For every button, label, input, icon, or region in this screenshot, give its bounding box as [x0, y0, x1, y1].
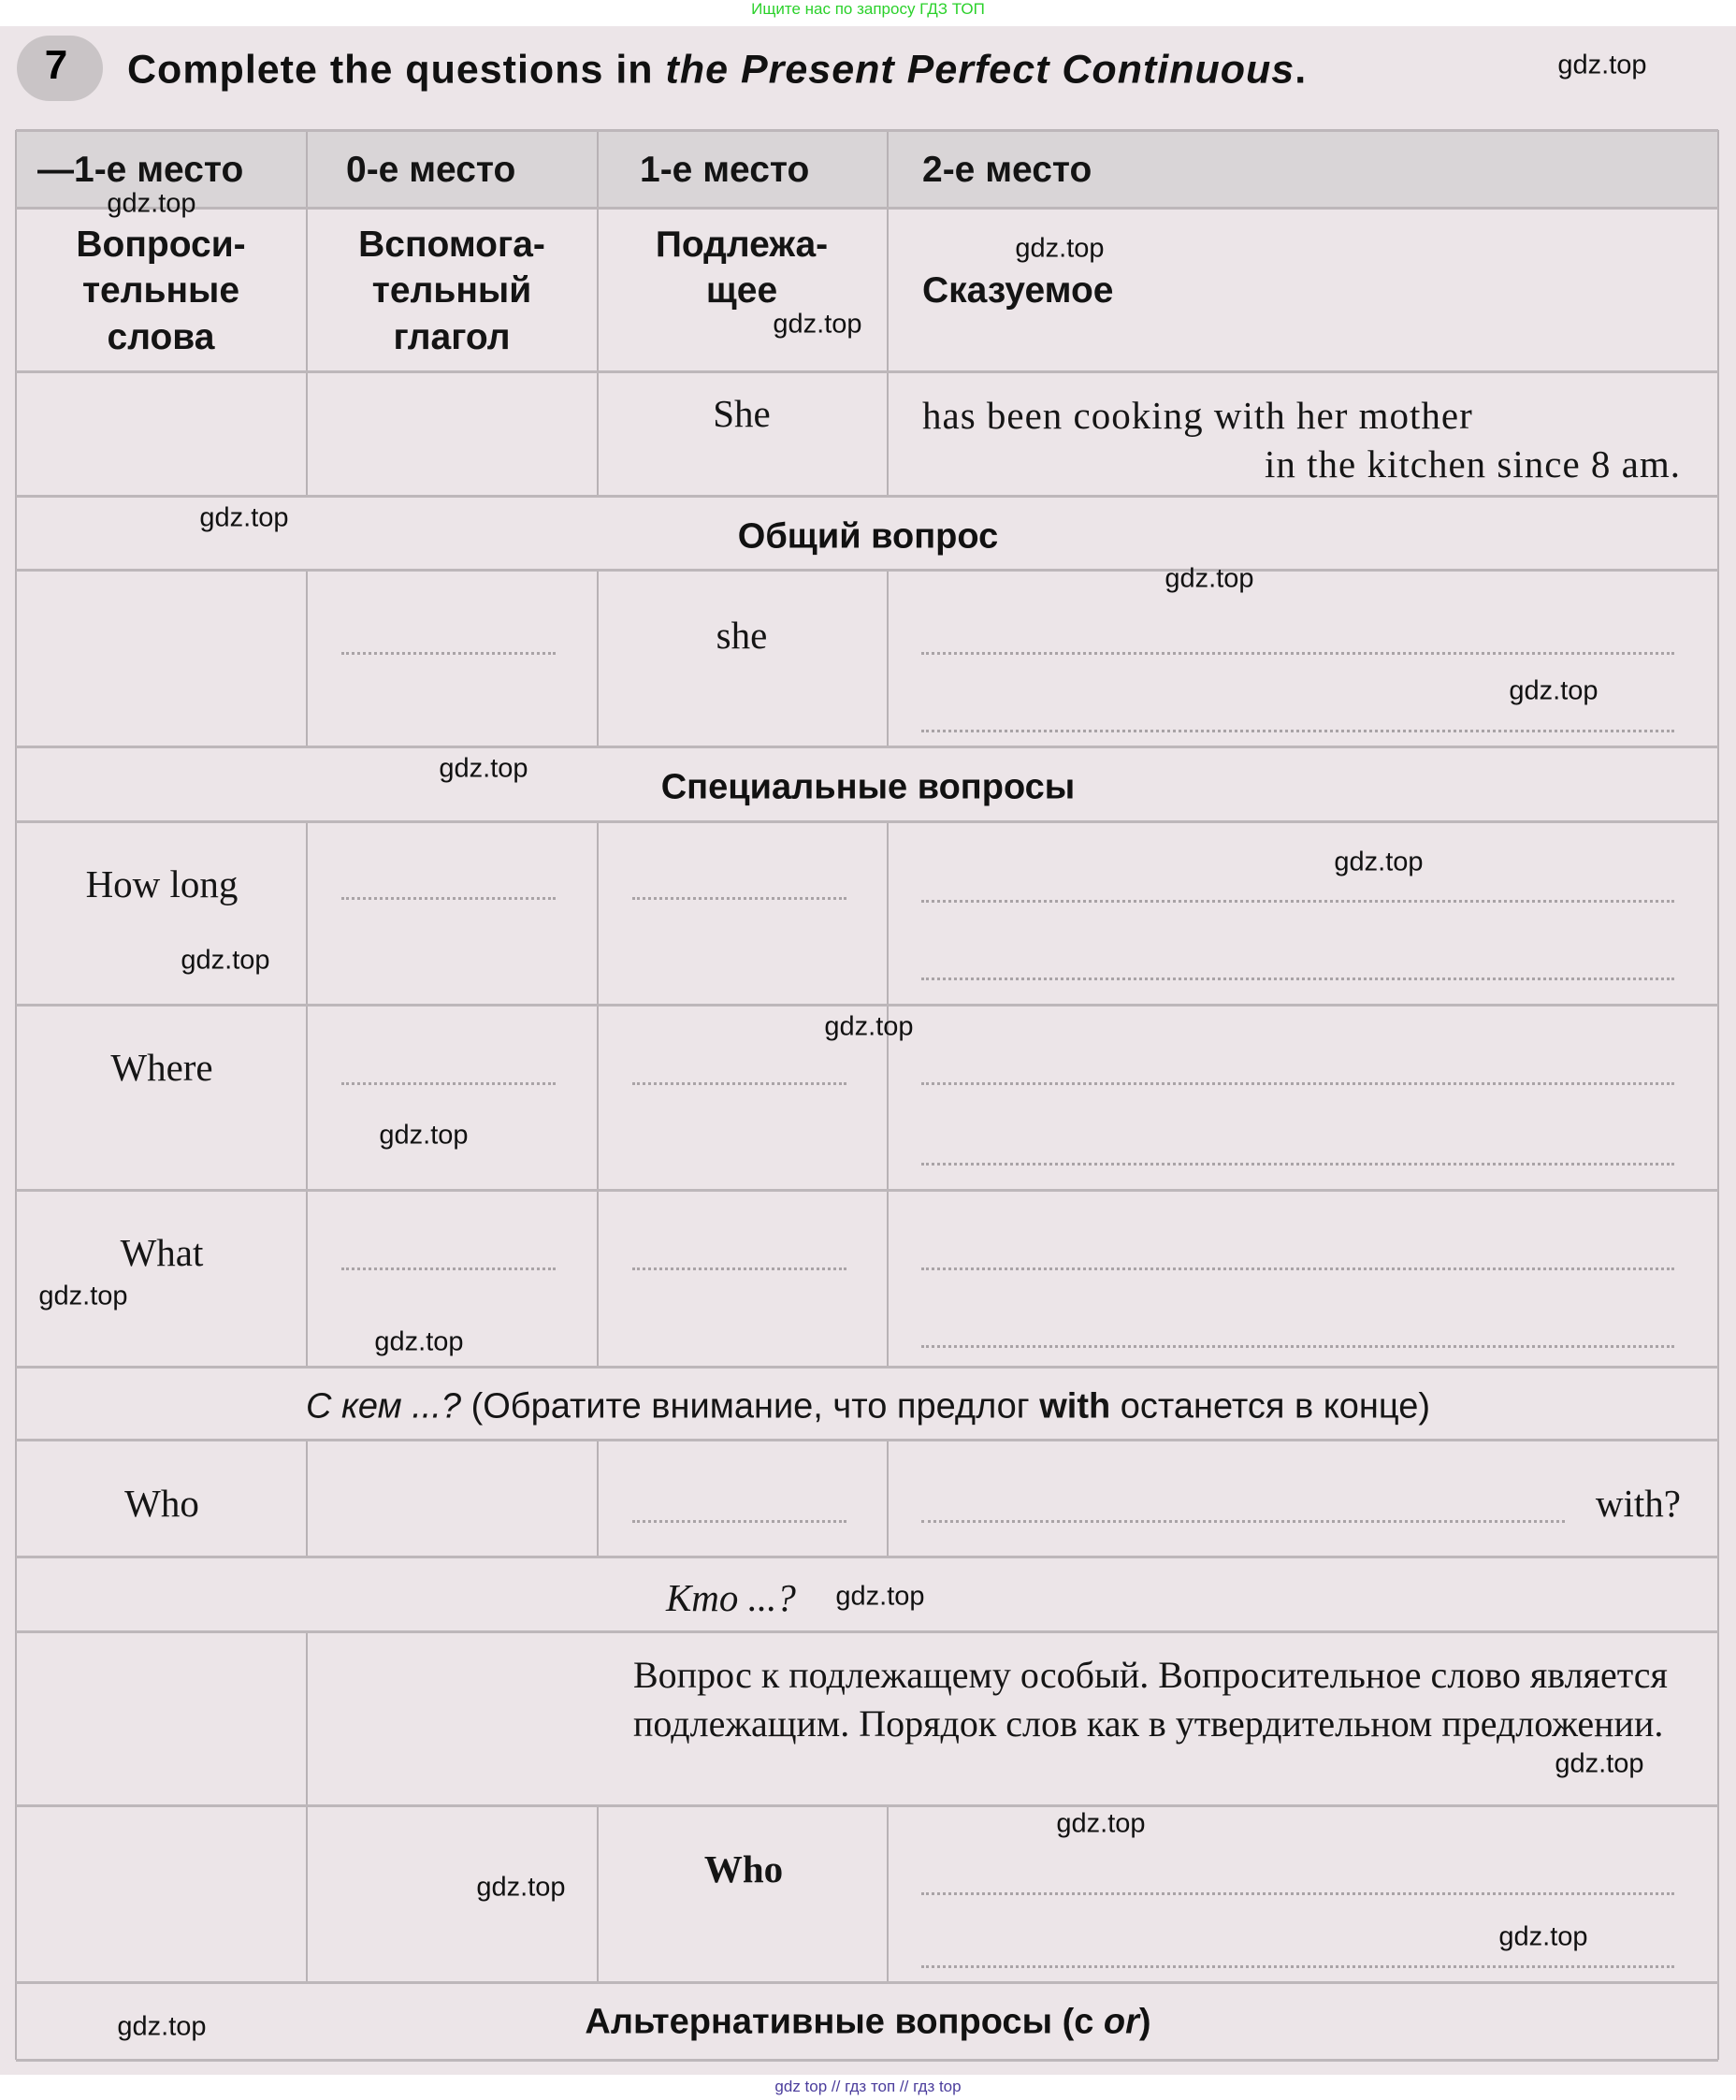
question-ending-with: with?	[1595, 1482, 1681, 1525]
subheader-subject: щее	[705, 270, 778, 311]
watermark: gdz.top	[476, 1872, 566, 1903]
general-question-title: Общий вопрос	[737, 516, 999, 557]
workbook-page	[0, 26, 1736, 2075]
header-two: 2-е место	[922, 150, 1092, 190]
watermark: gdz.top	[1334, 847, 1424, 877]
alt-title-end: )	[1138, 2002, 1151, 2042]
watermark: gdz.top	[199, 502, 289, 533]
blank-line[interactable]	[341, 1267, 556, 1270]
watermark: gdz.top	[379, 1120, 469, 1151]
question-word-what: What	[120, 1231, 204, 1274]
watermark: gdz.top	[1165, 563, 1254, 594]
alternative-questions-title	[585, 2003, 1150, 2043]
general-question-subject: she	[716, 614, 768, 657]
subheader-auxiliary: Вспомога-	[358, 224, 545, 265]
subheader-question-words: Вопроси-	[76, 224, 246, 265]
subheader-predicate: Сказуемое	[922, 270, 1114, 311]
header-minus-one: —1-е место	[37, 150, 244, 190]
watermark: gdz.top	[117, 2011, 207, 2042]
blank-line[interactable]	[921, 978, 1674, 980]
blank-line[interactable]	[921, 1345, 1674, 1348]
blank-line[interactable]	[921, 1163, 1674, 1166]
search-hint: Ищите нас по запросу ГДЗ ТОП	[751, 0, 985, 18]
blank-line[interactable]	[632, 1082, 846, 1085]
watermark: gdz.top	[1015, 233, 1105, 264]
with-title-text: (Обратите внимание, что предлог	[461, 1386, 1040, 1427]
exercise-number: 7	[44, 42, 68, 88]
with-title-italic: С кем ...?	[305, 1386, 462, 1427]
watermark: gdz.top	[1555, 1748, 1644, 1779]
with-title-bold: with	[1039, 1386, 1111, 1427]
blank-line[interactable]	[921, 1267, 1674, 1270]
header-zero: 0-е место	[346, 150, 516, 190]
blank-line[interactable]	[341, 897, 556, 900]
question-word-who: Who	[124, 1482, 199, 1525]
with-title-text-end: останется в конце)	[1110, 1386, 1431, 1427]
blank-line[interactable]	[341, 1082, 556, 1085]
question-word-how-long: How long	[85, 862, 239, 905]
watermark: gdz.top	[107, 188, 196, 219]
watermark: gdz.top	[1557, 50, 1647, 80]
example-predicate-line2: in the kitchen since 8 am.	[1265, 442, 1681, 485]
subheader-question-words: тельные	[81, 270, 240, 311]
exercise-title	[127, 48, 1307, 94]
title-text: Complete the questions in	[127, 47, 666, 93]
watermark: gdz.top	[181, 945, 270, 976]
blank-line[interactable]	[632, 897, 846, 900]
alt-title-text: Альтернативные вопросы (с	[585, 2002, 1104, 2042]
watermark: gdz.top	[1498, 1921, 1588, 1952]
blank-line[interactable]	[921, 1520, 1565, 1523]
title-end: .	[1295, 47, 1308, 93]
subheader-auxiliary: тельный	[371, 270, 532, 311]
blank-line[interactable]	[341, 652, 556, 655]
blank-line[interactable]	[921, 1965, 1674, 1968]
table-header-band	[16, 130, 1718, 208]
blank-line[interactable]	[632, 1267, 846, 1270]
watermark: gdz.top	[1509, 675, 1599, 706]
subheader-question-words: слова	[107, 317, 215, 357]
header-one: 1-е место	[640, 150, 810, 190]
example-predicate-line1: has been cooking with her mother	[922, 394, 1473, 437]
blank-line[interactable]	[632, 1520, 846, 1523]
special-questions-title: Специальные вопросы	[660, 767, 1076, 807]
subject-question-title: Кто ...?	[666, 1576, 796, 1619]
with-question-title	[306, 1387, 1430, 1427]
watermark: gdz.top	[1056, 1808, 1146, 1839]
watermark: gdz.top	[38, 1281, 128, 1311]
blank-line[interactable]	[921, 730, 1674, 732]
watermark: gdz.top	[824, 1011, 914, 1042]
subject-question-note: Вопрос к подлежащему особый. Вопросительное слово является подлежащим. Порядок слов как в утвердительном предложении.	[633, 1654, 1668, 1745]
watermark: gdz.top	[439, 753, 528, 784]
blank-line[interactable]	[921, 1892, 1674, 1895]
subject-question-word: Who	[703, 1847, 784, 1890]
watermark: gdz.top	[835, 1581, 925, 1612]
alt-title-italic: or	[1103, 2002, 1139, 2042]
question-word-where: Where	[110, 1046, 213, 1089]
blank-line[interactable]	[921, 900, 1674, 903]
watermark: gdz.top	[374, 1326, 464, 1357]
footer-links: gdz top // гдз топ // гдз top	[774, 2078, 962, 2095]
title-italic: the Present Perfect Continuous	[665, 47, 1295, 93]
watermark: gdz.top	[773, 309, 862, 340]
example-subject: She	[713, 392, 771, 435]
blank-line[interactable]	[921, 652, 1674, 655]
subheader-subject: Подлежа-	[655, 224, 829, 265]
subheader-auxiliary: глагол	[393, 317, 511, 357]
blank-line[interactable]	[921, 1082, 1674, 1085]
